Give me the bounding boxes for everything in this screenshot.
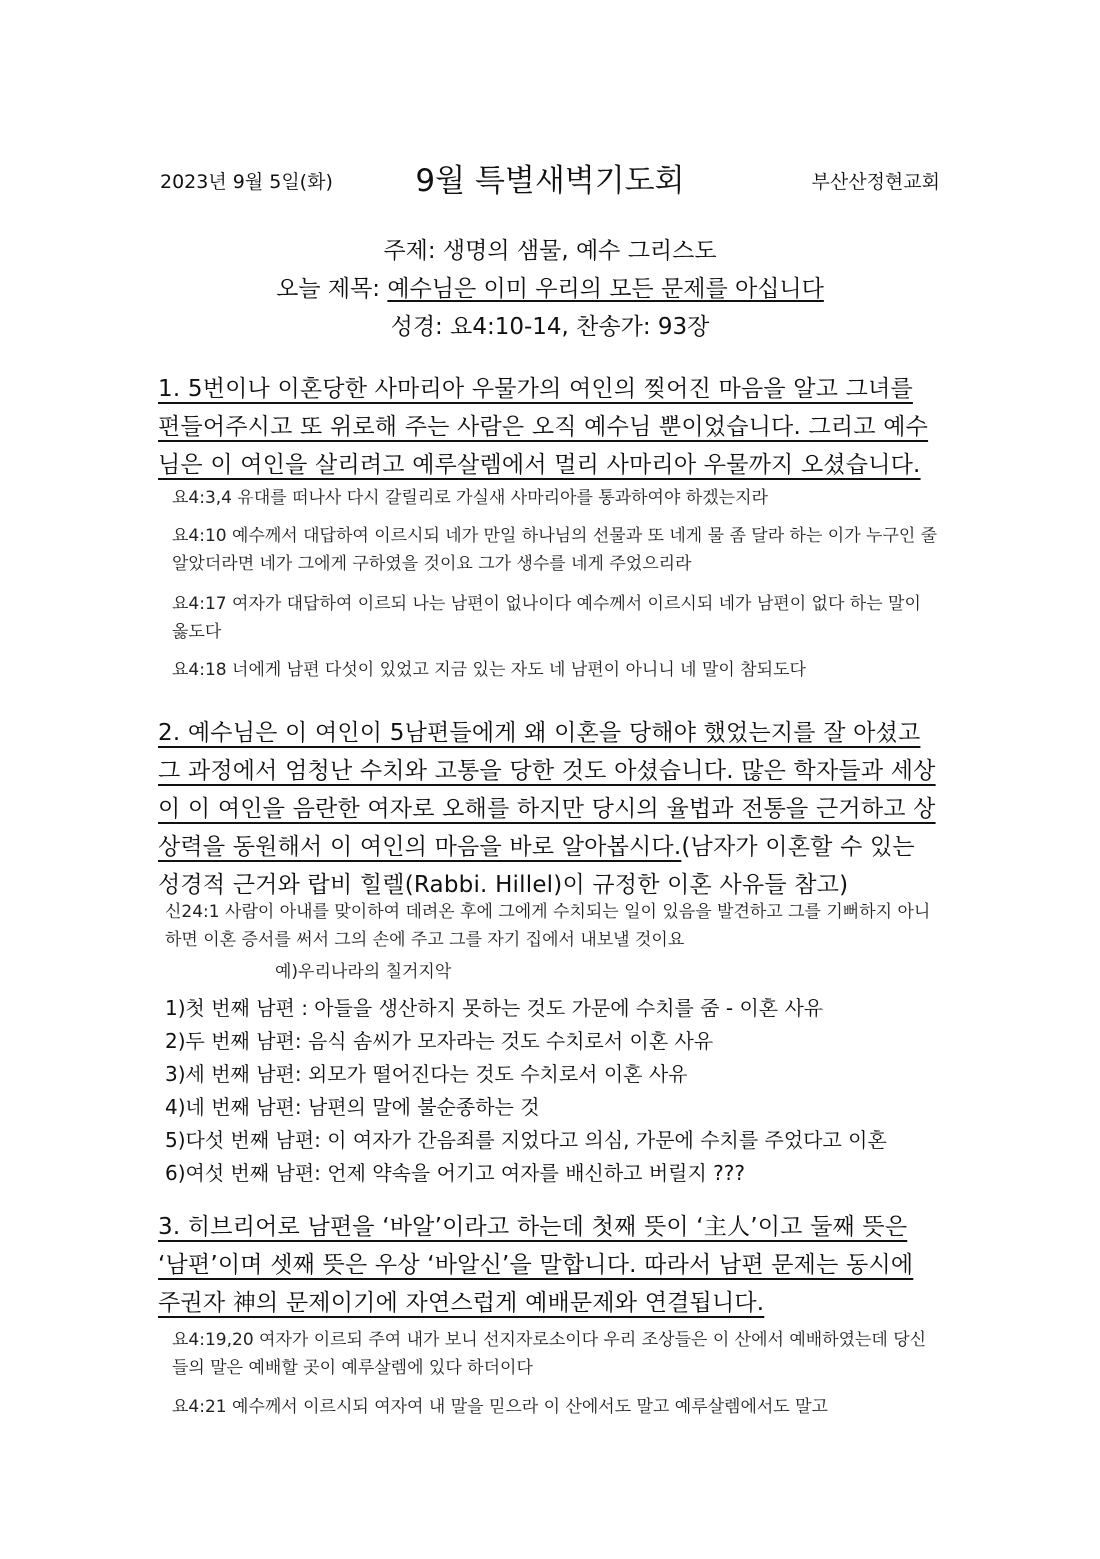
list-item: 3)세 번째 남편: 외모가 떨어진다는 것도 수치로서 이혼 사유	[165, 1062, 688, 1086]
verse-ref: 요4:19,20	[172, 1330, 254, 1350]
service-date: 2023년 9월 5일(화)	[160, 171, 333, 193]
verse-ref: 요4:21	[172, 1397, 227, 1417]
verse-text: 너에게 남편 다섯이 있었고 지금 있는 자도 네 남편이 아니니 네 말이 참되도다	[232, 660, 806, 680]
section-1-heading: 1. 5번이나 이혼당한 사마리아 우물가의 여인의 찢어진 마음을 알고 그녀를 편들어주시고 또 위로해 주는 사람은 오직 예수님 뿐이었습니다. 그리고 예수님은 이 여인을 살리려고 예루살렘에서 멀리 사마리아 우물까지 오셨습니다.	[158, 376, 929, 478]
verse-jn4-10	[172, 522, 942, 578]
example-note: 예)우리나라의 칠거지악	[275, 962, 452, 982]
service-title: 9월 특별새벽기도회	[415, 163, 685, 199]
section-2-note: (남자가 이혼할 수 있는 성경적 근거와 랍비 힐렐(Rabbi. Hillel)이 규정한 이혼 사유들 참고)	[158, 834, 915, 898]
list-item: 1)첫 번째 남편 : 아들을 생산하지 못하는 것도 가문에 수치를 줌 - 이혼 사유	[165, 996, 824, 1020]
list-item: 2)두 번째 남편: 음식 솜씨가 모자라는 것도 수치로서 이혼 사유	[165, 1029, 714, 1053]
verse-jn4-19	[172, 1326, 942, 1382]
verse-jn4-3	[172, 484, 942, 512]
husband-list	[165, 992, 945, 1190]
theme-line: 주제: 생명의 샘물, 예수 그리스도	[383, 238, 717, 264]
today-title-label: 오늘 제목:	[276, 276, 388, 302]
verse-ref: 요4:17	[172, 594, 227, 614]
today-title-text: 예수님은 이미 우리의 모든 문제를 아십니다	[387, 276, 824, 302]
verse-ref: 요4:10	[172, 526, 227, 546]
verse-text: 예수께서 이르시되 여자여 내 말을 믿으라 이 산에서도 말고 예루살렘에서도 말고	[232, 1397, 828, 1417]
verse-ref: 신24:1	[165, 902, 220, 922]
verse-text: 유대를 떠나사 다시 갈릴리로 가실새 사마리아를 통과하여야 하겠는지라	[237, 488, 768, 508]
list-item: 4)네 번째 남편: 남편의 말에 불순종하는 것	[165, 1095, 540, 1119]
verse-ref: 요4:3,4	[172, 488, 233, 508]
verse-text: 여자가 대답하여 이르되 나는 남편이 없나이다 예수께서 이르시되 네가 남편이 없다 하는 말이 옳도다	[172, 594, 921, 642]
verse-jn4-17	[172, 590, 942, 646]
verse-jn4-18	[172, 656, 942, 684]
section-2-heading: 2. 예수님은 이 여인이 5남편들에게 왜 이혼을 당해야 했었는지를 잘 아셨고 그 과정에서 엄청난 수치와 고통을 당한 것도 아셨습니다. 많은 학자들과 세상이 이 여인을 음란한 여자로 오해를 하지만 당시의 율법과 전통을 근거하고 상상력을 동원해서 이 여인의 마음을 바로 알아봅시다.(남자가 이혼할 수 있는 성경적 근거와 랍비 힐렐(Rabbi. Hillel)이 규정한 이혼 사유들 참고)	[158, 720, 936, 898]
scripture-line: 성경: 요4:10-14, 찬송가: 93장	[390, 314, 710, 340]
verse-text: 사람이 아내를 맞이하여 데려온 후에 그에게 수치되는 일이 있음을 발견하고 그를 기뻐하지 아니하면 이혼 증서를 써서 그의 손에 주고 그를 자기 집에서 내보낼 것이요	[165, 902, 931, 950]
verse-ref: 요4:18	[172, 660, 227, 680]
verse-text: 여자가 이르되 주여 내가 보니 선지자로소이다 우리 조상들은 이 산에서 예배하였는데 당신들의 말은 예배할 곳이 예루살렘에 있다 하더이다	[172, 1330, 927, 1378]
church-name: 부산산정현교회	[811, 171, 940, 193]
list-item: 5)다섯 번째 남편: 이 여자가 간음죄를 지었다고 의심, 가문에 수치를 주었다고 이혼	[165, 1128, 887, 1152]
today-title-line	[160, 270, 940, 303]
list-item: 6)여섯 번째 남편: 언제 약속을 어기고 여자를 배신하고 버릴지 ???	[165, 1161, 746, 1185]
verse-text: 예수께서 대답하여 이르시되 네가 만일 하나님의 선물과 또 네게 물 좀 달라 하는 이가 누구인 줄 알았더라면 네가 그에게 구하였을 것이요 그가 생수를 네게 주었으리라	[172, 526, 938, 574]
verse-jn4-21	[172, 1393, 942, 1421]
section-3-heading: 3. 히브리어로 남편을 ‘바알’이라고 하는데 첫째 뜻이 ‘主人’이고 둘째 뜻은 ‘남편’이며 셋째 뜻은 우상 ‘바알신’을 말합니다. 따라서 남편 문제는 동시에 주권자 神의 문제이기에 자연스럽게 예배문제와 연결됩니다.	[158, 1214, 914, 1316]
verse-dt24-1	[165, 898, 942, 954]
document-header	[160, 155, 940, 205]
